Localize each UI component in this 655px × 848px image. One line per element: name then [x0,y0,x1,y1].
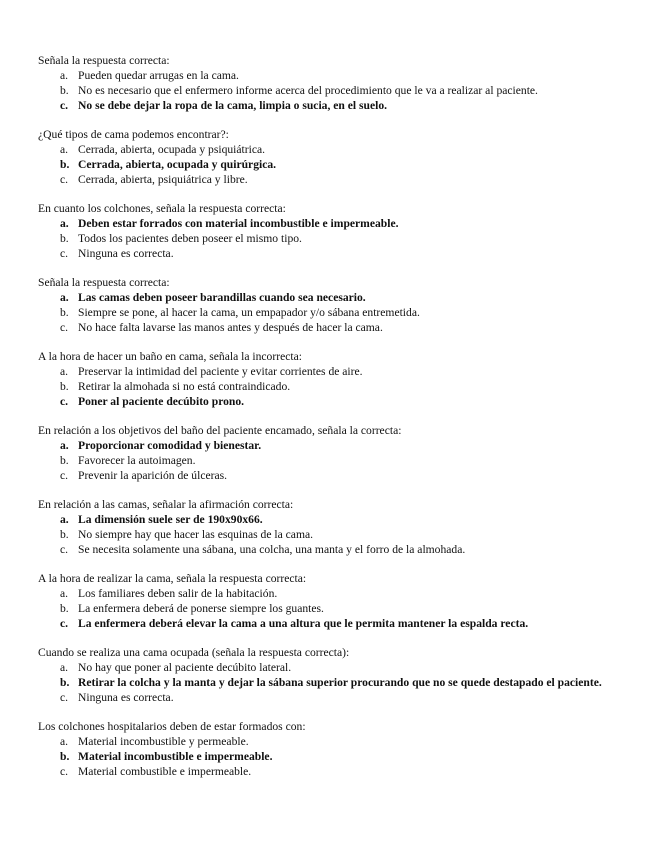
option-c [0,468,655,483]
option-letter: a. [60,587,69,600]
option-letter: c. [60,691,69,704]
option-text: La dimensión suele ser de 190x90x66. [78,513,263,526]
option-text: Pueden quedar arrugas en la cama. [78,69,239,82]
question-stem: En cuanto los colchones, señala la respuesta correcta: [38,202,286,215]
option-b [0,601,655,616]
option-letter: c. [60,469,69,482]
question-stem: A la hora de hacer un baño en cama, señala la incorrecta: [38,350,302,363]
option-c [0,542,655,557]
option-letter: b. [60,602,69,615]
option-text: Deben estar forrados con material incombustible e impermeable. [78,217,399,230]
question-stem: A la hora de realizar la cama, señala la respuesta correcta: [38,572,307,585]
option-list [0,438,655,483]
option-letter: b. [60,158,70,171]
option-letter: b. [60,750,70,763]
option-letter: c. [60,617,69,630]
option-letter: b. [60,232,69,245]
option-correct-a [0,216,655,231]
option-letter: c. [60,395,69,408]
option-text: No siempre hay que hacer las esquinas de la cama. [78,528,313,541]
option-c [0,246,655,261]
question-3 [0,201,655,261]
option-c [0,764,655,779]
option-text: No es necesario que el enfermero informe acerca del procedimiento que le va a realizar al paciente. [78,84,538,97]
question-6 [0,423,655,483]
question-1 [0,53,655,113]
option-a [0,734,655,749]
option-text: Retirar la colcha y la manta y dejar la sábana superior procurando que no se quede destapado el paciente. [78,676,602,689]
question-4 [0,275,655,335]
option-letter: c. [60,173,69,186]
option-text: Prevenir la aparición de úlceras. [78,469,228,482]
option-text: No se debe dejar la ropa de la cama, limpia o sucia, en el suelo. [78,99,388,112]
document-page [0,53,655,793]
option-letter: a. [60,661,69,674]
option-letter: b. [60,306,69,319]
option-correct-b [0,749,655,764]
option-correct-b [0,675,655,690]
option-letter: b. [60,380,69,393]
option-text: Material incombustible y permeable. [78,735,249,748]
question-stem: Señala la respuesta correcta: [38,276,170,289]
option-list [0,364,655,409]
question-stem: Cuando se realiza una cama ocupada (señala la respuesta correcta): [38,646,350,659]
option-list [0,512,655,557]
question-stem: En relación a los objetivos del baño del paciente encamado, señala la correcta: [38,424,402,437]
option-text: Cerrada, abierta, psiquiátrica y libre. [78,173,248,186]
option-text: Poner al paciente decúbito prono. [78,395,245,408]
option-text: Favorecer la autoimagen. [78,454,196,467]
option-letter: b. [60,528,69,541]
question-7 [0,497,655,557]
option-list [0,734,655,779]
option-b [0,83,655,98]
option-text: Los familiares deben salir de la habitación. [78,587,278,600]
option-b [0,231,655,246]
option-text: La enfermera deberá elevar la cama a una altura que le permita mantener la espalda recta. [78,617,529,630]
option-list [0,290,655,335]
question-stem: En relación a las camas, señalar la afirmación correcta: [38,498,294,511]
option-text: Retirar la almohada si no está contraindicado. [78,380,291,393]
option-letter: a. [60,735,69,748]
option-list [0,586,655,631]
option-text: No hace falta lavarse las manos antes y después de hacer la cama. [78,321,383,334]
option-letter: a. [60,69,69,82]
option-list [0,142,655,187]
option-list [0,68,655,113]
option-correct-c [0,98,655,113]
option-b [0,305,655,320]
option-text: Ninguna es correcta. [78,247,174,260]
option-text: Proporcionar comodidad y bienestar. [78,439,262,452]
option-text: La enfermera deberá de ponerse siempre los guantes. [78,602,324,615]
option-correct-b [0,157,655,172]
option-letter: c. [60,543,69,556]
question-stem: Señala la respuesta correcta: [38,54,170,67]
option-text: Ninguna es correcta. [78,691,174,704]
option-letter: c. [60,765,69,778]
question-9 [0,645,655,705]
option-text: Preservar la intimidad del paciente y evitar corrientes de aire. [78,365,363,378]
option-correct-a [0,290,655,305]
option-text: Cerrada, abierta, ocupada y psiquiátrica. [78,143,266,156]
option-letter: a. [60,365,69,378]
option-text: Todos los pacientes deben poseer el mismo tipo. [78,232,302,245]
option-letter: c. [60,321,69,334]
option-correct-a [0,438,655,453]
option-list [0,660,655,705]
option-b [0,527,655,542]
option-letter: b. [60,676,70,689]
question-5 [0,349,655,409]
option-a [0,586,655,601]
option-correct-c [0,394,655,409]
option-text: Material incombustible e impermeable. [78,750,273,763]
option-a [0,660,655,675]
option-a [0,68,655,83]
option-text: Las camas deben poseer barandillas cuando sea necesario. [78,291,366,304]
question-10 [0,719,655,779]
option-letter: a. [60,143,69,156]
option-list [0,216,655,261]
option-c [0,172,655,187]
option-text: Se necesita solamente una sábana, una colcha, una manta y el forro de la almohada. [78,543,466,556]
option-letter: a. [60,439,69,452]
question-list [0,53,655,779]
option-c [0,690,655,705]
option-correct-c [0,616,655,631]
option-letter: c. [60,247,69,260]
option-c [0,320,655,335]
option-text: No hay que poner al paciente decúbito lateral. [78,661,292,674]
option-letter: b. [60,454,69,467]
option-b [0,453,655,468]
question-stem: ¿Qué tipos de cama podemos encontrar?: [38,128,229,141]
question-2 [0,127,655,187]
option-text: Siempre se pone, al hacer la cama, un empapador y/o sábana entremetida. [78,306,420,319]
option-text: Material combustible e impermeable. [78,765,252,778]
option-a [0,142,655,157]
option-correct-a [0,512,655,527]
option-a [0,364,655,379]
option-letter: a. [60,291,69,304]
option-letter: a. [60,217,69,230]
option-b [0,379,655,394]
option-letter: a. [60,513,69,526]
option-text: Cerrada, abierta, ocupada y quirúrgica. [78,158,277,171]
question-8 [0,571,655,631]
question-stem: Los colchones hospitalarios deben de estar formados con: [38,720,306,733]
option-letter: b. [60,84,69,97]
option-letter: c. [60,99,69,112]
